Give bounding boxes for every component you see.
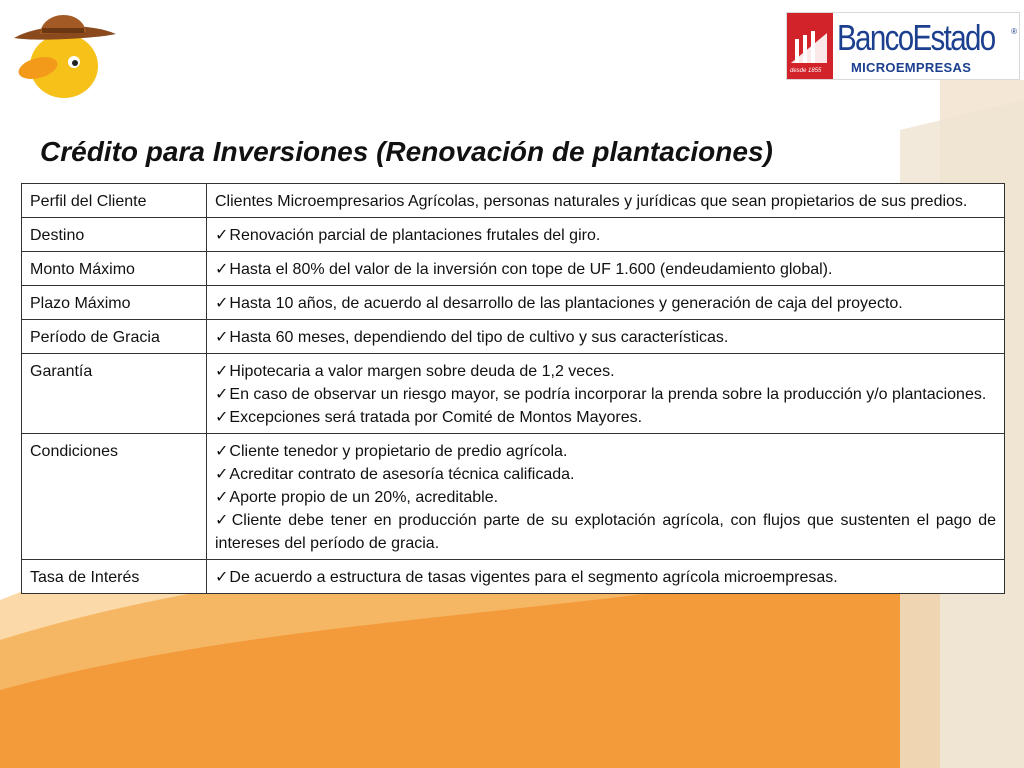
row-value [207, 184, 1005, 218]
value-text: Hasta 60 meses, dependiendo del tipo de cultivo y sus características. [229, 329, 729, 346]
row-value [207, 434, 1005, 560]
page-title: Crédito para Inversiones (Renovación de plantaciones) [40, 136, 773, 167]
value-line [215, 190, 996, 213]
logo-brand-name: BancoEstado [837, 17, 995, 58]
duck-with-hat-icon [8, 4, 120, 102]
table-row [22, 354, 1005, 434]
row-label: Perfil del Cliente [22, 184, 207, 218]
row-value [207, 286, 1005, 320]
value-line [215, 406, 996, 429]
table-row [22, 184, 1005, 218]
row-label: Condiciones [22, 434, 207, 560]
check-mark-icon: ✓ [215, 261, 229, 278]
logo-registered-mark: ® [1011, 27, 1017, 36]
value-line [215, 383, 996, 406]
row-value [207, 252, 1005, 286]
row-value [207, 320, 1005, 354]
row-label: Monto Máximo [22, 252, 207, 286]
value-text: Cliente tenedor y propietario de predio agrícola. [229, 443, 568, 460]
check-mark-icon: ✓ [215, 443, 229, 460]
table-row [22, 252, 1005, 286]
row-label: Plazo Máximo [22, 286, 207, 320]
value-text: Renovación parcial de plantaciones frutales del giro. [229, 227, 601, 244]
value-text: Hasta el 80% del valor de la inversión con tope de UF 1.600 (endeudamiento global). [229, 261, 833, 278]
check-mark-icon: ✓ [215, 295, 229, 312]
table-row [22, 320, 1005, 354]
check-mark-icon: ✓ [215, 363, 229, 380]
value-line [215, 360, 996, 383]
value-text: Acreditar contrato de asesoría técnica calificada. [229, 466, 575, 483]
value-line [215, 463, 996, 486]
row-value [207, 218, 1005, 252]
table-row [22, 434, 1005, 560]
value-text: Excepciones será tratada por Comité de Montos Mayores. [229, 409, 643, 426]
row-label: Período de Gracia [22, 320, 207, 354]
value-line [215, 486, 996, 509]
row-label: Destino [22, 218, 207, 252]
check-mark-icon: ✓ [215, 489, 229, 506]
value-line [215, 326, 996, 349]
value-line [215, 224, 996, 247]
table-row [22, 560, 1005, 594]
value-text: Clientes Microempresarios Agrícolas, personas naturales y jurídicas que sean propietarios de sus predios. [215, 193, 968, 210]
logo-subtitle: MICROEMPRESAS [851, 60, 972, 75]
value-line [215, 509, 996, 555]
credit-info-table [21, 183, 1005, 594]
value-line [215, 292, 996, 315]
value-line [215, 258, 996, 281]
row-value [207, 560, 1005, 594]
table-row [22, 218, 1005, 252]
value-text: Aporte propio de un 20%, acreditable. [229, 489, 499, 506]
value-text: De acuerdo a estructura de tasas vigentes para el segmento agrícola microempresas. [229, 569, 838, 586]
value-text: Cliente debe tener en producción parte de su explotación agrícola, con flujos que sustenten el pago de intereses del período de gracia. [215, 512, 997, 552]
check-mark-icon: ✓ [215, 466, 229, 483]
value-text: Hipotecaria a valor margen sobre deuda de 1,2 veces. [229, 363, 615, 380]
logo-since: desde 1855 [790, 68, 822, 74]
bancoestado-logo [786, 12, 1020, 80]
row-label: Tasa de Interés [22, 560, 207, 594]
check-mark-icon: ✓ [215, 409, 229, 426]
value-text: En caso de observar un riesgo mayor, se podría incorporar la prenda sobre la producción y/o plantaciones. [229, 386, 987, 403]
table-body [22, 184, 1005, 594]
check-mark-icon: ✓ [215, 227, 229, 244]
table-row [22, 286, 1005, 320]
value-text: Hasta 10 años, de acuerdo al desarrollo de las plantaciones y generación de caja del proyecto. [229, 295, 903, 312]
check-mark-icon: ✓ [215, 569, 229, 586]
check-mark-icon: ✓ [215, 512, 231, 529]
check-mark-icon: ✓ [215, 329, 229, 346]
row-value [207, 354, 1005, 434]
value-line [215, 440, 996, 463]
value-line [215, 566, 996, 589]
row-label: Garantía [22, 354, 207, 434]
check-mark-icon: ✓ [215, 386, 229, 403]
